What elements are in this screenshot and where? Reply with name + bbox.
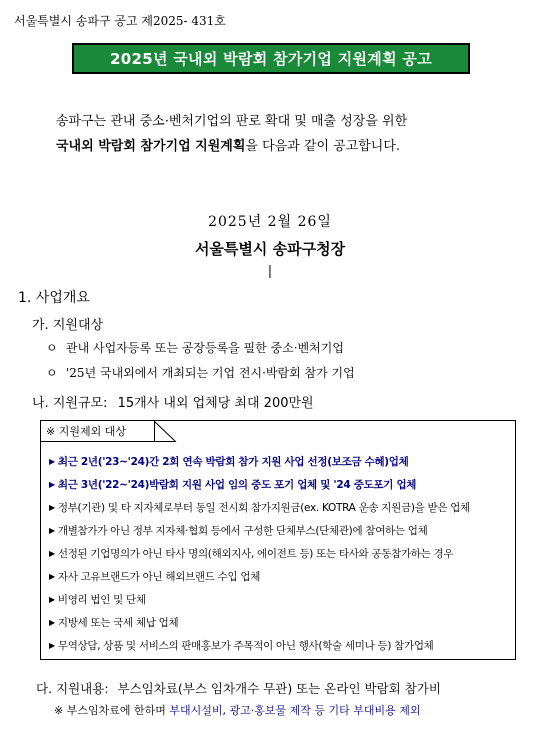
exclusion-item	[49, 500, 470, 515]
triangle-bullet-icon: ▶	[49, 503, 55, 512]
eligibility-item: 관내 사업자등록 또는 공장등록을 필한 중소·벤처기업	[66, 341, 344, 355]
intro-line-2-rest: 을 다음과 같이 공고합니다.	[245, 139, 401, 154]
document-title: 2025년 국내외 박람회 참가기업 지원계획 공고	[110, 50, 432, 68]
issuer-name: 서울특별시 송파구청장	[194, 240, 346, 258]
tag-slant-decoration	[154, 421, 184, 442]
exclusion-item-text: 개별참가가 아닌 정부 지자체·협회 등에서 구성한 단체부스(단체관)에 참여하는 업체	[57, 525, 428, 537]
exclusion-item	[49, 592, 146, 607]
exclusion-item-text: 최근 3년('22~'24)박람회 지원 사업 임의 중도 포기 업체 및 '24 중도포기 업체	[57, 479, 417, 491]
exclusion-item	[49, 615, 178, 630]
triangle-bullet-icon: ▶	[49, 526, 55, 535]
section-na-value: 15개사 내외 업체당 최대 200만원	[117, 396, 314, 411]
section-da-label: 다. 지원내용:	[36, 681, 109, 696]
section-na-label: 나. 지원규모:	[32, 396, 108, 411]
exclusion-item	[49, 546, 453, 561]
notice-reference-number: 서울특별시 송파구 공고 제2025- 431호	[14, 14, 226, 28]
footnote-prefix: ※ 부스임차료에 한하며	[54, 704, 170, 717]
exclusion-item	[49, 477, 416, 492]
section-na	[32, 392, 314, 411]
intro-bold-phrase: 국내외 박람회 참가기업 지원계획	[56, 139, 246, 154]
exclusion-item-text: 무역상담, 상품 및 서비스의 판매홍보가 주목적이 아닌 행사(학술 세미나 등) 참가업체	[57, 640, 434, 652]
footnote-highlight: 부대시설비, 광고·홍보물 제작 등 기타 부대비용 제외	[169, 704, 421, 717]
exclusion-tag: ※ 지원제외 대상	[41, 421, 155, 442]
text-cursor: |	[267, 264, 273, 279]
section-da	[36, 679, 441, 697]
notice-date: 2025년 2월 26일	[208, 214, 332, 230]
eligibility-item: '25년 국내외에서 개최되는 기업 전시·박람회 참가 기업	[66, 366, 355, 380]
exclusion-item-text: 비영리 법인 및 단체	[57, 594, 146, 606]
section-ga-heading: 가. 지원대상	[32, 318, 104, 333]
bullet-mark: ㅇ	[46, 366, 58, 380]
triangle-bullet-icon: ▶	[49, 595, 55, 604]
exclusion-item-text: 최근 2년('23~'24)간 2회 연속 박람회 참가 지원 사업 선정(보조금 수혜)업체	[57, 456, 409, 468]
intro-line-2	[56, 135, 400, 154]
triangle-bullet-icon: ▶	[49, 457, 55, 466]
exclusion-item-text: 자사 고유브랜드가 아닌 해외브랜드 수입 업체	[57, 571, 261, 583]
exclusion-item	[49, 569, 260, 584]
exclusion-item	[49, 454, 409, 469]
title-banner	[72, 43, 470, 74]
triangle-bullet-icon: ▶	[49, 641, 55, 650]
triangle-bullet-icon: ▶	[49, 618, 55, 627]
exclusion-item-text: 선정된 기업명의가 아닌 타사 명의(해외지사, 에이전트 등) 또는 타사와 공동참가하는 경우	[57, 548, 454, 560]
triangle-bullet-icon: ▶	[49, 549, 55, 558]
exclusion-item-text: 정부(기관) 및 타 지자체로부터 동일 전시회 참가지원금(ex. KOTRA 운송 지원금)을 받은 업체	[57, 502, 470, 514]
triangle-bullet-icon: ▶	[49, 480, 55, 489]
exclusion-box	[40, 420, 516, 660]
section-da-value: 부스임차료(부스 임차개수 무관) 또는 온라인 박람회 참가비	[117, 681, 441, 696]
footnote	[54, 702, 420, 718]
bullet-mark: ㅇ	[46, 341, 58, 355]
intro-line-1: 송파구는 관내 중소·벤처기업의 판로 확대 및 매출 성장을 위한	[56, 114, 408, 129]
exclusion-item-text: 지방세 또는 국세 체납 업체	[57, 617, 179, 629]
exclusion-item	[49, 638, 434, 653]
section-1-heading: 1. 사업개요	[18, 290, 90, 306]
exclusion-item	[49, 523, 427, 538]
triangle-bullet-icon: ▶	[49, 572, 55, 581]
